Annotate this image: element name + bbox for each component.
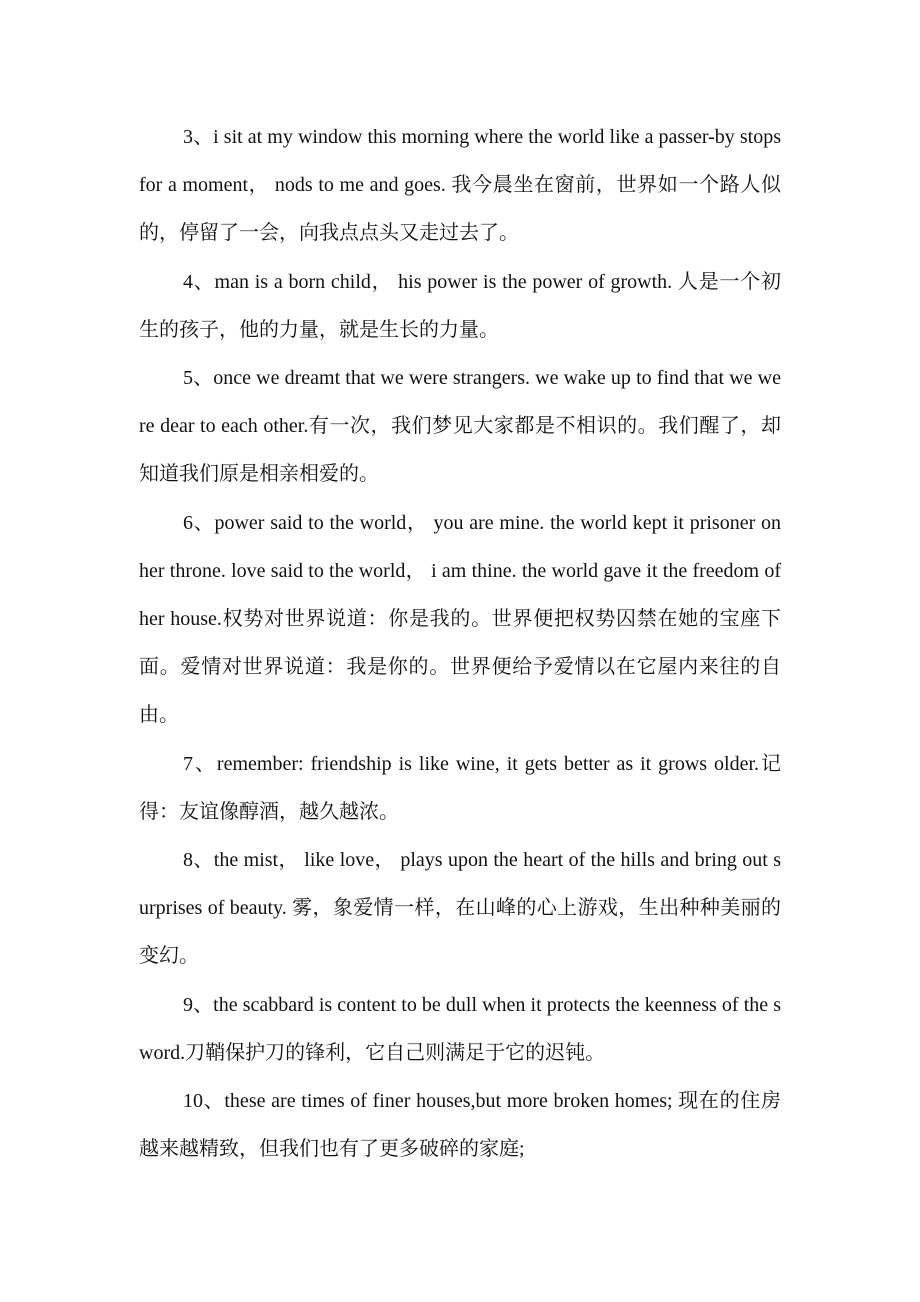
paragraph-6: 6、power said to the world， you are mine. the world kept it prisoner on her throne. love said to the world， i am thine. the world gave it the freedom of her house.权势对世界说道：你是我的。世界便把权势囚禁在她的宝座下面。爱情对世界说道：我是你的。世界便给予爱情以在它屋内来往的自由。 — [139, 511, 781, 727]
paragraph-7: 7、remember: friendship is like wine, it gets better as it grows older.记得：友谊像醇酒，越久越浓。 — [139, 752, 781, 823]
paragraph-3: 3、i sit at my window this morning where the world like a passer-by stops for a moment， nods to me and goes. 我今晨坐在窗前，世界如一个路人似的，停留了一会，向我点点头又走过去了。 — [139, 126, 781, 245]
paragraph-8: 8、the mist， like love， plays upon the heart of the hills and bring out surprises of beauty. 雾，象爱情一样，在山峰的心上游戏，生出种种美丽的变幻。 — [139, 849, 781, 968]
paragraph-9: 9、the scabbard is content to be dull when it protects the keenness of the sword.刀鞘保护刀的锋利，它自己则满足于它的迟钝。 — [139, 993, 781, 1064]
paragraph-10: 10、these are times of finer houses,but more broken homes; 现在的住房越来越精致，但我们也有了更多破碎的家庭; — [139, 1090, 781, 1161]
paragraph-5: 5、once we dreamt that we were strangers. we wake up to find that we were dear to each other.有一次，我们梦见大家都是不相识的。我们醒了，却知道我们原是相亲相爱的。 — [139, 367, 781, 486]
paragraph-4: 4、man is a born child， his power is the power of growth. 人是一个初生的孩子，他的力量，就是生长的力量。 — [139, 270, 781, 341]
document-body — [139, 113, 781, 1173]
